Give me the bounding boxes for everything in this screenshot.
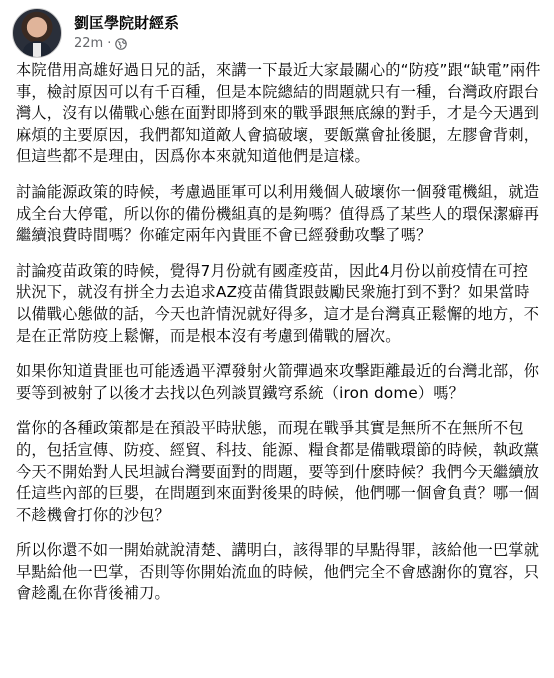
post-paragraph: 本院借用高雄好過日兄的話，來講一下最近大家最關心的“防疫”跟“缺電”兩件事，檢討原因可以有千百種，但是本院總結的問題就只有一種，台灣政府跟台灣人，沒有以備戰心態在面對即將到來的戰爭跟無底線的對手，才是今天遇到麻煩的主要原因，我們都知道敵人會搞破壞，要飯黨會扯後腿，左膠會背刺，但這些都不是理由，因爲你本來就知道他們是這樣。 xyxy=(16,61,541,166)
author-name[interactable]: 劉匡學院財經系 xyxy=(74,13,180,32)
post-header xyxy=(12,8,179,58)
post-body xyxy=(16,60,542,619)
post-time[interactable]: 22m xyxy=(74,35,104,51)
avatar-collar xyxy=(33,43,41,57)
post-paragraph: 如果你知道貴匪也可能透過平潭發射火箭彈過來攻擊距離最近的台灣北部，你要等到被射了以後才去找以色列談買鐵穹系統（iron dome）嗎？ xyxy=(16,362,540,402)
post-paragraph: 所以你還不如一開始就說清楚、講明白，該得罪的早點得罪，該給他一巴掌就早點給他一巴掌，否則等你開始流血的時候，他們完全不會感謝你的寬容，只會趁亂在你背後補刀。 xyxy=(16,541,540,603)
post-meta xyxy=(74,14,179,53)
post-paragraph: 當你的各種政策都是在預設平時狀態，而現在戰爭其實是無所不在無所不包的，包括宣傳、防疫、經貿、科技、能源、糧食都是備戰環節的時候，執政黨今天不開始對人民坦誠台灣要面對的問題，要等到什麽時候？我們今天繼續放任這些內部的巨嬰，在問題到來面對後果的時候，他們哪一個會負責？哪一個不趁機會打你的沙包？ xyxy=(16,419,540,524)
avatar[interactable] xyxy=(12,8,62,58)
separator-dot: · xyxy=(107,35,112,51)
globe-icon[interactable] xyxy=(115,38,127,50)
post-subline xyxy=(74,35,179,53)
post-paragraph: 討論疫苗政策的時候，覺得7月份就有國產疫苗，因此4月份以前疫情在可控狀況下，就沒有拼全力去追求AZ疫苗備貨跟鼓勵民衆施打到不對？如果當時以備戰心態做的話，今天也許情況就好得多，這才是台灣真正鬆懈的地方，不是在正常防疫上鬆懈，而是根本沒有考慮到備戰的層次。 xyxy=(16,261,540,345)
post-paragraph: 討論能源政策的時候，考慮過匪軍可以利用幾個人破壞你一個發電機組，就造成全台大停電，所以你的備份機組真的是夠嗎？值得爲了某些人的環保潔癖再繼續浪費時間嗎？你確定兩年內貴匪不會已經發動攻擊了嗎？ xyxy=(16,182,540,245)
